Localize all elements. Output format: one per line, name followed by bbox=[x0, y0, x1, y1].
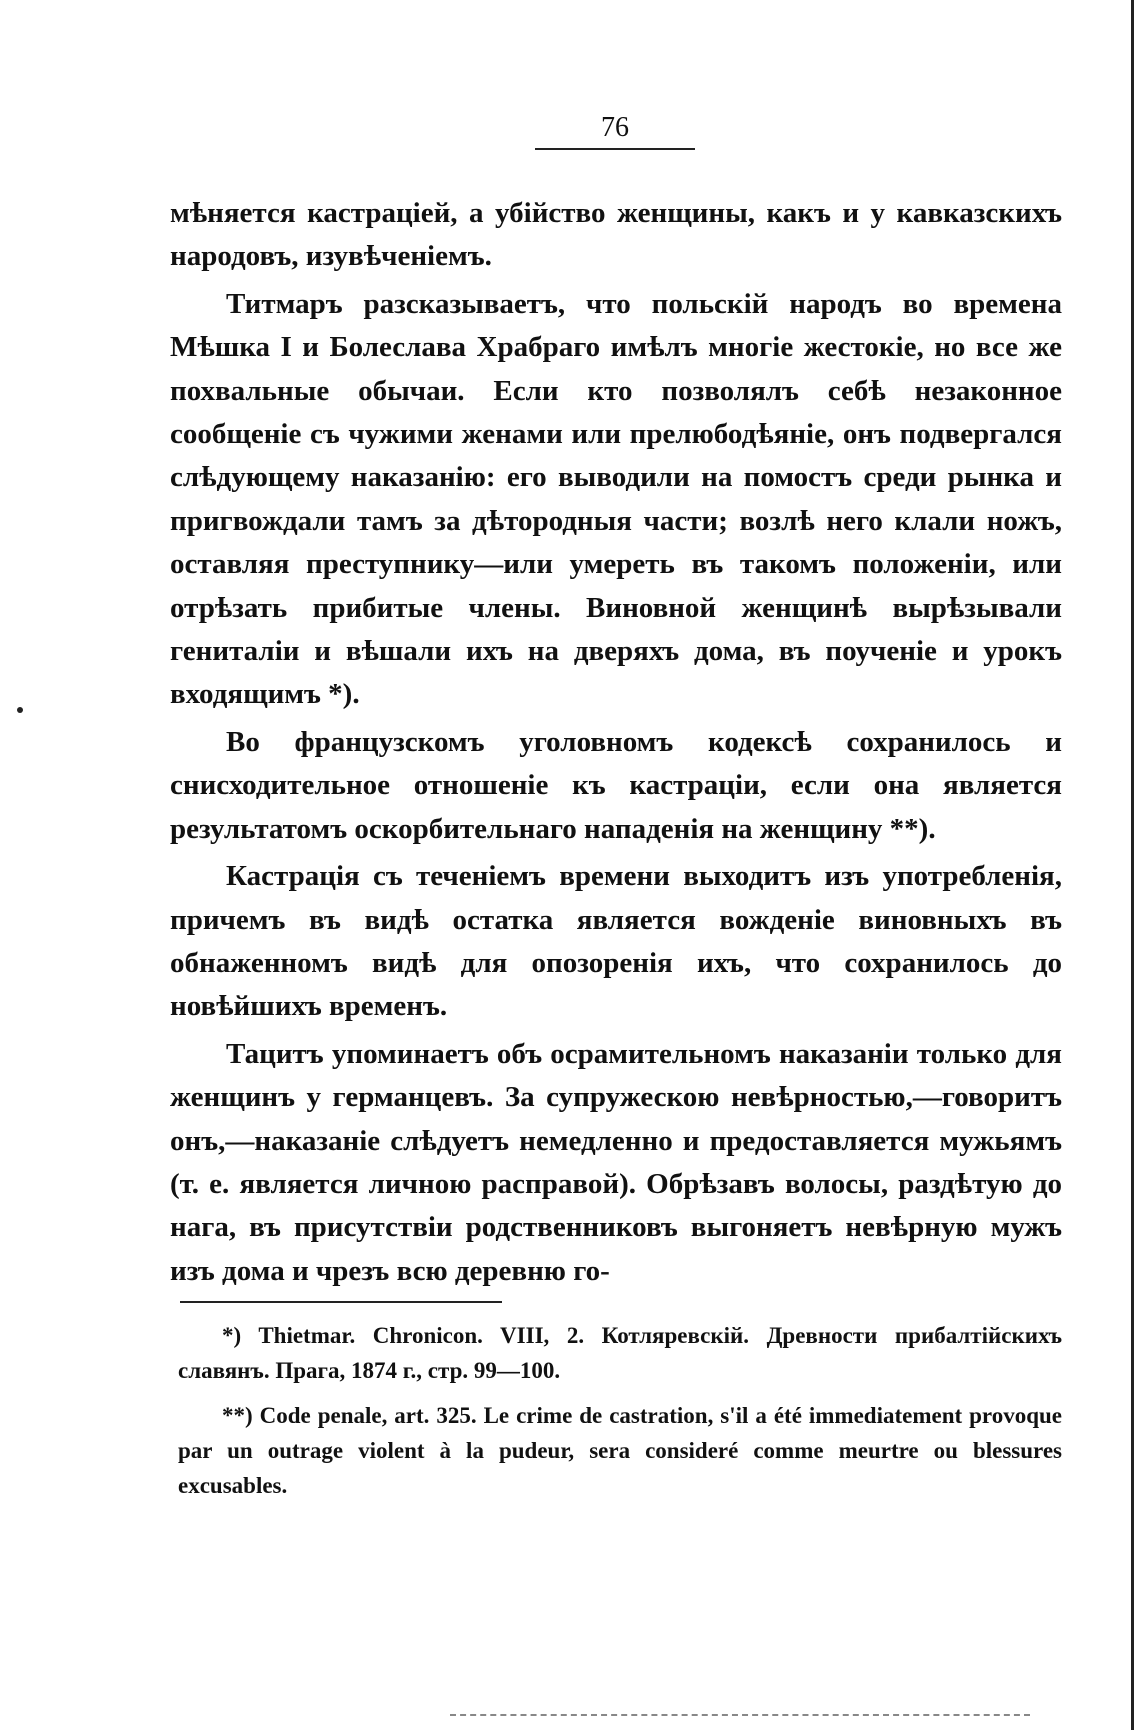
paragraph-1: мѣняется кастраціей, а убійство женщины, какъ и у кавказскихъ народовъ, изувѣченіемъ. bbox=[170, 197, 1062, 273]
page-edge-right bbox=[1131, 0, 1134, 1730]
paragraph-4: Кастрація съ теченіемъ времени выходитъ изъ употребленія, причемъ въ видѣ остатка является вожденіе виновныхъ въ обнаженномъ видѣ для опозоренія ихъ, что сохранилось до новѣйшихъ временъ. bbox=[170, 860, 1062, 1023]
footnote-rule bbox=[180, 1301, 502, 1303]
footnote-1: *) Thietmar. Chronicon. VIII, 2. Котляревскій. Древности прибалтійскихъ славянъ. Прага, 1874 г., стр. 99—100. bbox=[178, 1323, 1062, 1383]
footnotes bbox=[178, 1318, 1062, 1513]
page-edge-bottom bbox=[450, 1712, 1030, 1716]
page-number: 76 bbox=[601, 112, 629, 143]
paragraph-3: Во французскомъ уголовномъ кодексѣ сохранилось и снисходительное отношеніе къ кастраціи, если она является результатомъ оскорбительнаго нападенія на женщину **). bbox=[170, 725, 1062, 845]
footnote-2: **) Code penale, art. 325. Le crime de castration, s'il a été immediatement provoque par un outrage violent à la pudeur, sera consideré comme meurtre ou blessures excusables. bbox=[178, 1403, 1062, 1498]
page-number-rule bbox=[535, 148, 695, 150]
paragraph-2: Титмаръ разсказываетъ, что польскій народъ во времена Мѣшка I и Болеслава Храбраго имѣлъ многіе жестокіе, но все же похвальные обычаи. Если кто позволялъ себѣ незаконное сообщеніе съ чужими женами или прелюбодѣяніе, онъ подвергался слѣдующему наказанію: его выводили на помостъ среди рынка и пригвождали тамъ за дѣтородныя части; возлѣ него клали ножъ, оставляя преступнику—или умереть въ такомъ положеніи, или отрѣзать прибитые члены. Виновной женщинѣ вырѣзывали гениталіи и вѣшали ихъ на дверяхъ дома, въ поученіе и урокъ входящимъ *). bbox=[170, 287, 1062, 711]
paragraph-5: Тацитъ упоминаетъ объ осрамительномъ наказаніи только для женщинъ у германцевъ. За супружескою невѣрностью,—говоритъ онъ,—наказаніе слѣдуетъ немедленно и предоставляется мужьямъ (т. е. является личною расправой). Обрѣзавъ волосы, раздѣтую до нага, въ присутствіи родственниковъ выгоняетъ невѣрную мужъ изъ дома и чрезъ всю деревню го- bbox=[170, 1037, 1062, 1287]
margin-dot bbox=[17, 707, 23, 713]
body-text bbox=[170, 192, 1062, 1297]
